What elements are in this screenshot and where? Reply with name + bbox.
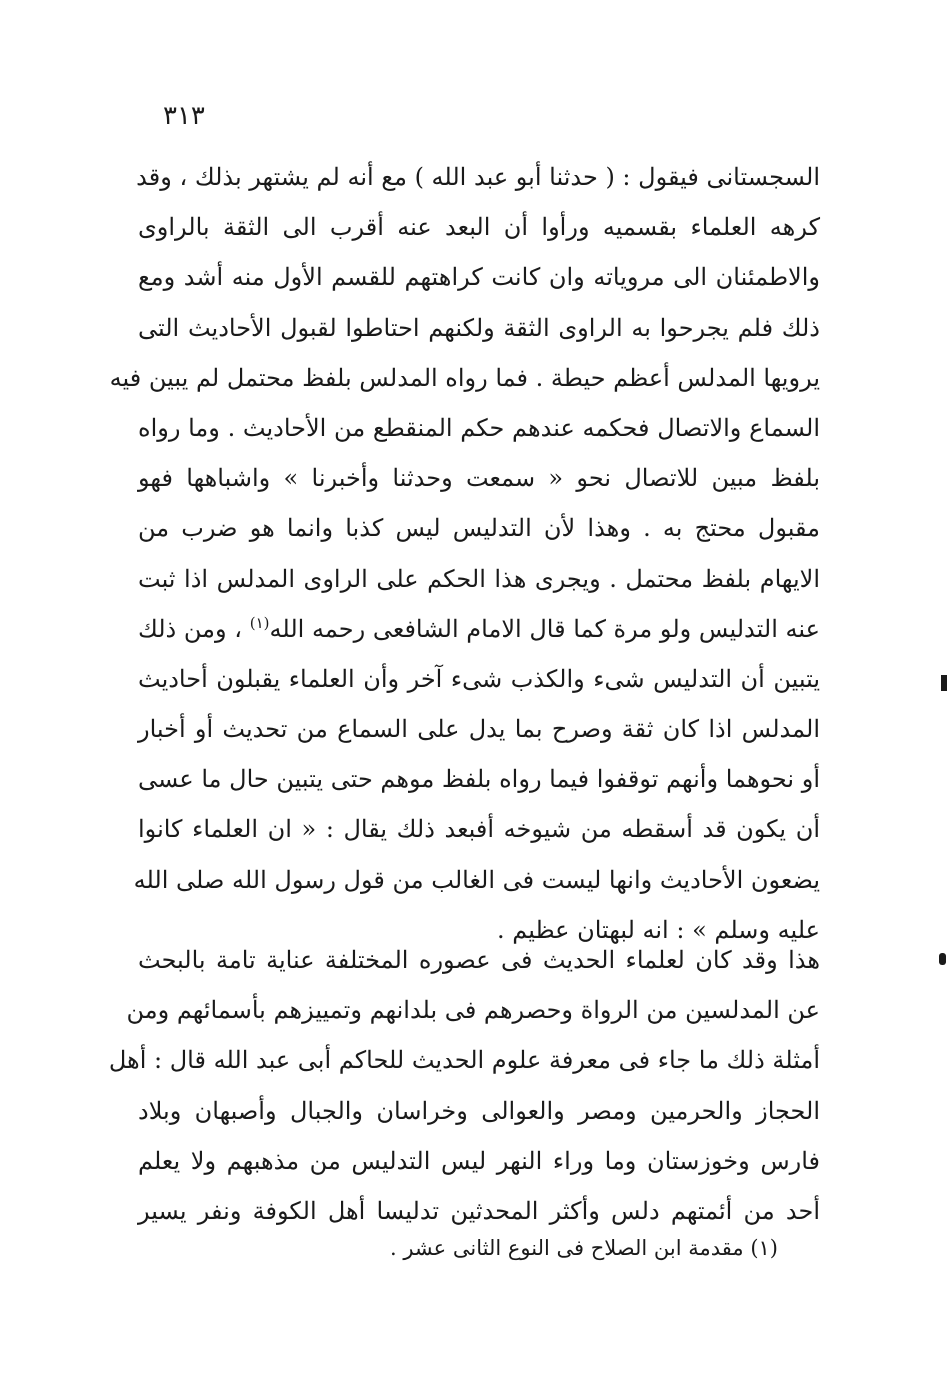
text-line: هذا وقد كان لعلماء الحديث فى عصوره المختلفة عناية تامة بالبحث [138,946,820,974]
paragraph-2 [108,935,821,1236]
text-line: يضعون الأحاديث وانها ليست فى الغالب من قول رسول الله صلى الله [133,865,820,894]
paragraph-1 [109,152,820,955]
text-line: أحد من أئمتهم دلس وأكثر المحدثين تدليسا أهل الكوفة ونفر يسير [138,1196,821,1225]
text-line: عن المدلسين من الرواة وحصرهم فى بلدانهم وتمييزهم بأسمائهم ومن [126,996,820,1025]
page-number: ٣١٣ [163,101,205,131]
scan-edge-mark [941,675,947,691]
text-line: السجستانى فيقول : ( حدثنا أبو عبد الله ) مع أنه لم يشتهر بذلك ، وقد [136,163,820,191]
scan-edge-mark [939,953,946,965]
text-line: الايهام بلفظ محتمل . ويجرى هذا الحكم على الراوى المدلس اذا ثبت [138,564,820,593]
text-line: فارس وخوزستان وما وراء النهر ليس التدليس من مذهبهم ولا يعلم [138,1146,820,1175]
text-line: أو نحوهما وأنهم توقفوا فيما رواه بلفظ موهم حتى يتبين حال ما عسى [138,765,820,794]
text-line: أمثلة ذلك ما جاء فى معرفة علوم الحديث للحاكم أبى عبد الله قال : أهل [108,1046,820,1075]
text-line: يتبين أن التدليس شىء والكذب شىء آخر وأن العلماء يقبلون أحاديث [138,664,820,693]
text-line: السماع والاتصال فحكمه عندهم حكم المنقطع من الأحاديث . وما رواه [138,413,820,442]
footnote: (١) مقدمة ابن الصلاح فى النوع الثانى عشر . [389,1236,778,1260]
text-line: عليه وسلم » : انه لبهتان عظيم . [496,915,820,944]
text-line-with-footnote [138,604,820,654]
text-line: الحجاز والحرمين ومصر والعوالى وخراسان والجبال وأصبهان وبلاد [138,1096,820,1125]
footnote-reference[interactable]: (١) [249,613,270,632]
text-line: مقبول محتج به . وهذا لأن التدليس ليس كذبا وانما هو ضرب من [138,514,820,543]
text-line: كرهه العلماء بقسميه ورأوا أن البعد عنه أقرب الى الثقة بالراوى [138,213,820,242]
text-line: ذلك فلم يجرحوا به الراوى الثقة ولكنهم احتاطوا لقبول الأحاديث التى [138,313,820,342]
text-segment: ، ومن ذلك [138,614,243,643]
text-line: والاطمئنان الى مروياته وان كانت كراهتهم للقسم الأول منه أشد ومع [138,263,820,292]
text-line: بلفظ مبين للاتصال نحو « سمعت وحدثنا وأخبرنا » واشباهها فهو [138,464,820,493]
text-line: يرويها المدلس أعظم حيطة . فما رواه المدلس بلفظ محتمل لم يبين فيه [109,363,820,392]
text-line: أن يكون قد أسقطه من شيوخه أفبعد ذلك يقال : « ان العلماء كانوا [138,815,820,844]
text-segment: عنه التدليس ولو مرة كما قال الامام الشافعى رحمه الله [269,614,820,643]
text-line: المدلس اذا كان ثقة وصرح بما يدل على السماع من تحديث أو أخبار [138,715,820,744]
